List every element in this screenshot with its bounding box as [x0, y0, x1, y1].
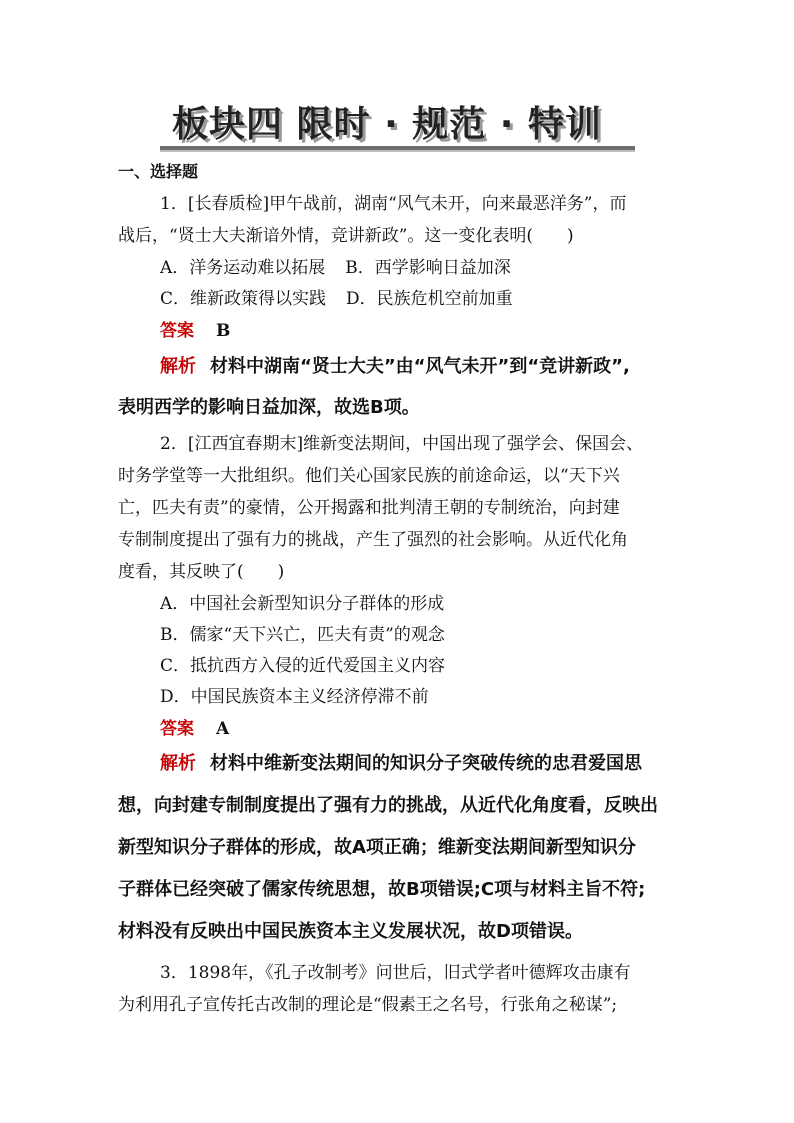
header-banner [160, 92, 640, 154]
q1-stem-line-1: 1．[长春质检]甲午战前，湖南“风气未开，向来最恶洋务”，而 [160, 194, 627, 214]
q2-explanation-line-3: 新型知识分子群体的形成，故A项正确；维新变法期间新型知识分 [118, 837, 636, 858]
q2-explanation-line-1: 解析 材料中维新变法期间的知识分子突破传统的忠君爱国思 [160, 753, 642, 774]
q1-options-ab [160, 258, 720, 278]
q2-explanation-line-2: 想，向封建专制制度提出了强有力的挑战，从近代化角度看，反映出 [118, 795, 658, 816]
q1-option-b: B．西学影响日益加深 [345, 258, 511, 278]
q1-explanation-line-2: 表明西学的影响日益加深，故选B项。 [118, 397, 420, 418]
explanation-label: 解析 [160, 356, 196, 377]
q2-option-c: C．抵抗西方入侵的近代爱国主义内容 [160, 656, 446, 676]
section-title: 一、选择题 [118, 162, 199, 181]
q3-stem-line-2: 为利用孔子宣传托古改制的理论是“假素王之名号，行张角之秘谋”; [118, 995, 618, 1015]
q2-stem-line-1: 2．[江西宜春期末]维新变法期间，中国出现了强学会、保国会、 [160, 434, 644, 454]
q2-answer [160, 719, 720, 739]
q2-stem-line-5: 度看，其反映了( ) [118, 562, 285, 582]
q2-answer-value: A [216, 719, 230, 739]
explanation-label: 解析 [160, 753, 196, 774]
answer-label: 答案 [160, 719, 194, 739]
q2-explanation-line-4: 子群体已经突破了儒家传统思想，故B项错误;C项与材料主旨不符; [118, 879, 646, 900]
q2-option-b: B．儒家“天下兴亡，匹夫有责”的观念 [160, 625, 445, 645]
q1-explanation-line-1: 解析 材料中湖南“贤士大夫”由“风气未开”到“竞讲新政”, [160, 356, 630, 377]
q2-stem-line-4: 专制制度提出了强有力的挑战，产生了强烈的社会影响。从近代化角 [118, 530, 628, 550]
title-underline [160, 146, 635, 150]
q2-option-d: D．中国民族资本主义经济停滞不前 [160, 687, 429, 707]
q1-options-cd [160, 289, 720, 309]
q2-stem-line-3: 亡，匹夫有责”的豪情，公开揭露和批判清王朝的专制统治，向封建 [118, 498, 620, 518]
q1-answer [160, 321, 720, 341]
q1-option-c: C．维新政策得以实践 [160, 289, 327, 309]
q2-stem-line-2: 时务学堂等一大批组织。他们关心国家民族的前途命运，以“天下兴 [118, 466, 620, 486]
page-title: 板块四 限时 · 规范 · 特训 [172, 104, 603, 145]
q2-explanation-line-5: 材料没有反映出中国民族资本主义发展状况，故D项错误。 [118, 921, 583, 942]
q1-option-a: A．洋务运动难以拓展 [160, 258, 326, 278]
q1-answer-value: B [216, 321, 231, 341]
q1-option-d: D．民族危机空前加重 [346, 289, 513, 309]
q1-stem-line-2: 战后，“贤士大夫渐谙外情，竞讲新政”。这一变化表明( ) [118, 226, 574, 246]
q2-option-a: A．中国社会新型知识分子群体的形成 [160, 594, 445, 614]
q3-stem-line-1: 3．1898年，《孔子改制考》问世后，旧式学者叶德辉攻击康有 [160, 963, 631, 983]
answer-label: 答案 [160, 321, 194, 341]
